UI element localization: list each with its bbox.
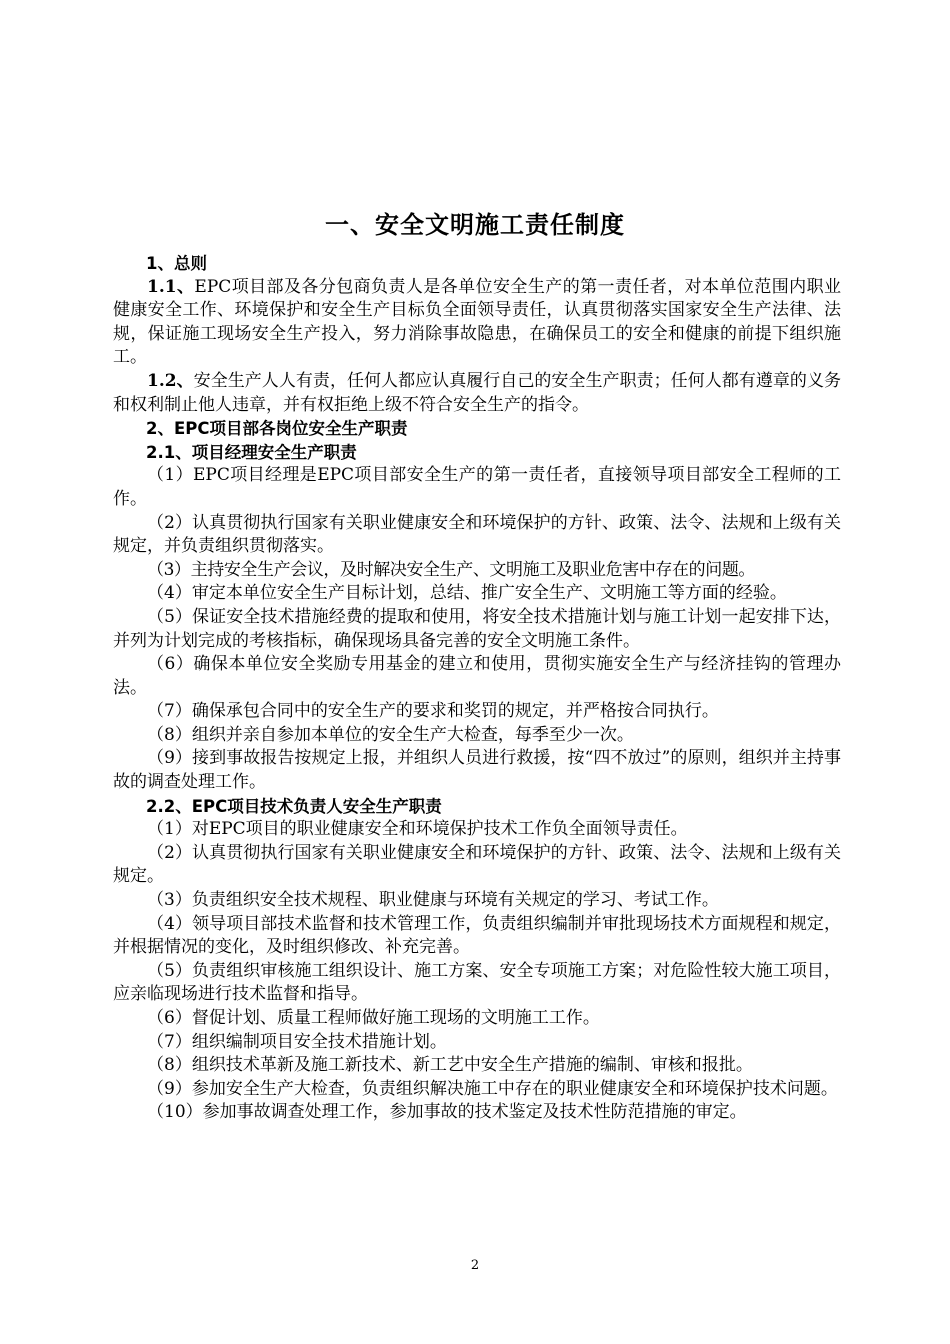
document-body (113, 252, 841, 1125)
paragraph-text: EPC项目部及各分包商负责人是各单位安全生产的第一责任者，对本单位范围内职业健康安全工作、环境保护和安全生产目标负全面领导责任，认真贯彻落实国家安全生产法律、法规，保证施工现场安全生产投入，努力消除事故隐患，在确保员工的安全和健康的前提下组织施工。 (113, 276, 841, 368)
list-item: （7）组织编制项目安全技术措施计划。 (147, 1031, 447, 1052)
subsection-heading: 2.2、EPC项目技术负责人安全生产职责 (146, 796, 442, 816)
list-item: （7）确保承包合同中的安全生产的要求和奖罚的规定，并严格按合同执行。 (147, 701, 719, 722)
subsection-heading: 2.1、项目经理安全生产职责 (146, 442, 357, 462)
page-number: 2 (470, 1258, 480, 1273)
paragraph (113, 370, 841, 417)
list-item: （2）认真贯彻执行国家有关职业健康安全和环境保护的方针、政策、法令、法规和上级有关规定，并负责组织贯彻落实。 (113, 512, 841, 557)
list-item: （6）督促计划、质量工程师做好施工现场的文明施工工作。 (147, 1008, 600, 1028)
list-item: （3）负责组织安全技术规程、职业健康与环境有关规定的学习、考试工作。 (147, 890, 719, 911)
list-item: （4）领导项目部技术监督和技术管理工作，负责组织编制并审批现场技术方面规程和规定，并根据情况的变化，及时组织修改、补充完善。 (113, 913, 841, 958)
list-item: （9）接到事故报告按规定上报，并组织人员进行救援，按“四不放过”的原则，组织并主持事故的调查处理工作。 (113, 748, 841, 793)
list-item: （8）组织技术革新及施工新技术、新工艺中安全生产措施的编制、审核和报批。 (147, 1055, 753, 1076)
section-heading: 2、EPC项目部各岗位安全生产职责 (146, 419, 408, 439)
list-item: （3）主持安全生产会议，及时解决安全生产、文明施工及职业危害中存在的问题。 (147, 559, 756, 580)
list-item: （8）组织并亲自参加本单位的安全生产大检查，每季至少一次。 (147, 724, 634, 745)
list-item: （2）认真贯彻执行国家有关职业健康安全和环境保护的方针、政策、法令、法规和上级有关规定。 (113, 842, 841, 887)
paragraph-text: 安全生产人人有责，任何人都应认真履行自己的安全生产职责；任何人都有遵章的义务和权利制止他人违章，并有权拒绝上级不符合安全生产的指令。 (113, 370, 842, 415)
clause-number: 1.2、 (147, 370, 194, 391)
list-item: （5）负责组织审核施工组织设计、施工方案、安全专项施工方案；对危险性较大施工项目，应亲临现场进行技术监督和指导。 (113, 960, 841, 1005)
list-item: （4）审定本单位安全生产目标计划，总结、推广安全生产、文明施工等方面的经验。 (147, 583, 787, 604)
paragraph (113, 276, 841, 370)
list-item: （1）EPC项目经理是EPC项目部安全生产的第一责任者，直接领导项目部安全工程师的工作。 (113, 465, 841, 509)
list-item: （5）保证安全技术措施经费的提取和使用，将安全技术措施计划与施工计划一起安排下达，并列为计划完成的考核指标，确保现场具备完善的安全文明施工条件。 (113, 606, 841, 651)
list-item: （10）参加事故调查处理工作，参加事故的技术鉴定及技术性防范措施的审定。 (147, 1102, 747, 1123)
page-title: 一、安全文明施工责任制度 (325, 211, 625, 239)
list-item: （1）对EPC项目的职业健康安全和环境保护技术工作负全面领导责任。 (147, 819, 688, 840)
list-item: （6）确保本单位安全奖励专用基金的建立和使用，贯彻实施安全生产与经济挂钩的管理办法。 (113, 654, 841, 698)
list-item: （9）参加安全生产大检查，负责组织解决施工中存在的职业健康安全和环境保护技术问题。 (147, 1078, 838, 1099)
clause-number: 1.1、 (147, 276, 195, 297)
section-heading: 1、总则 (146, 254, 207, 273)
